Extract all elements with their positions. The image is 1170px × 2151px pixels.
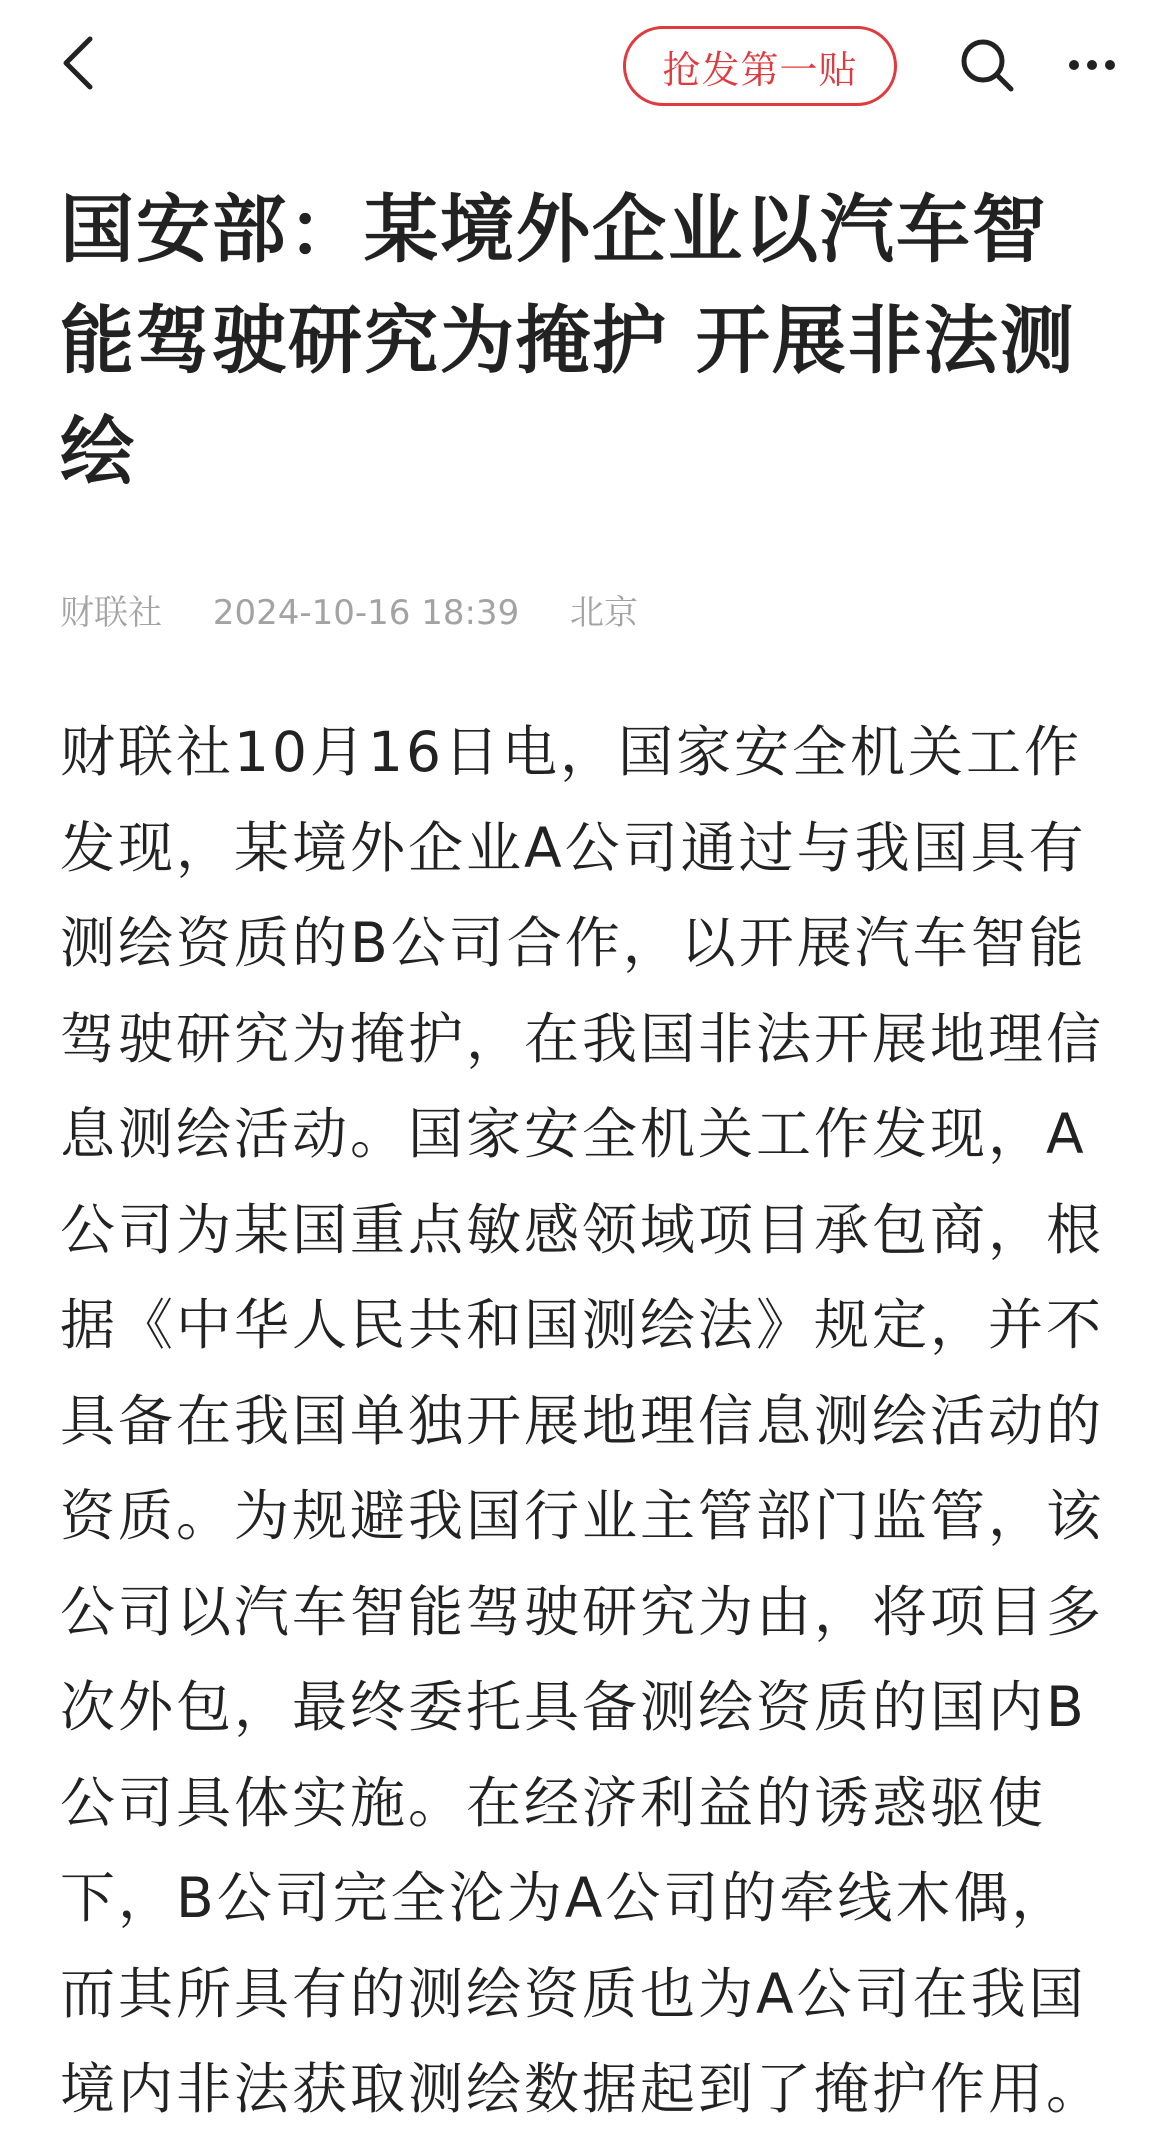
search-icon (957, 35, 1017, 99)
back-button[interactable] (48, 30, 108, 100)
article-datetime: 2024-10-16 18:39 (212, 593, 520, 633)
top-bar (0, 0, 1170, 130)
article-title: 国安部：某境外企业以汽车智能驾驶研究为掩护 开展非法测绘 (60, 187, 1076, 495)
more-options-button[interactable] (1062, 32, 1122, 102)
grab-first-post-label: 抢发第一贴 (662, 47, 858, 92)
chevron-left-icon (58, 33, 98, 97)
article-body: 财联社10月16日电，国家安全机关工作发现，某境外企业A公司通过与我国具有测绘资质的B公司合作，以开展汽车智能驾驶研究为掩护，在我国非法开展地理信息测绘活动。国家安全机关工作发现，A公司为某国重点敏感领域项目承包商，根据《中华人民共和国测绘法》规定，并不具备在我国单独开展地理信息测绘活动的资质。为规避我国行业主管部门监管，该公司以汽车智能驾驶研究为由，将项目多次外包，最终委托具备测绘资质的国内B公司具体实施。在经济利益的诱惑驱使下，B公司完全沦为A公司的牵线木偶，而其所具有的测绘资质也为A公司在我国境内非法获取测绘数据起到了掩护作用。 (60, 720, 1105, 2121)
more-dots-icon (1067, 55, 1117, 79)
article-source: 财联社 (60, 593, 162, 633)
article-meta (60, 585, 678, 634)
search-button[interactable] (952, 32, 1022, 102)
article-location: 北京 (570, 593, 639, 633)
grab-first-post-button[interactable] (623, 26, 897, 106)
